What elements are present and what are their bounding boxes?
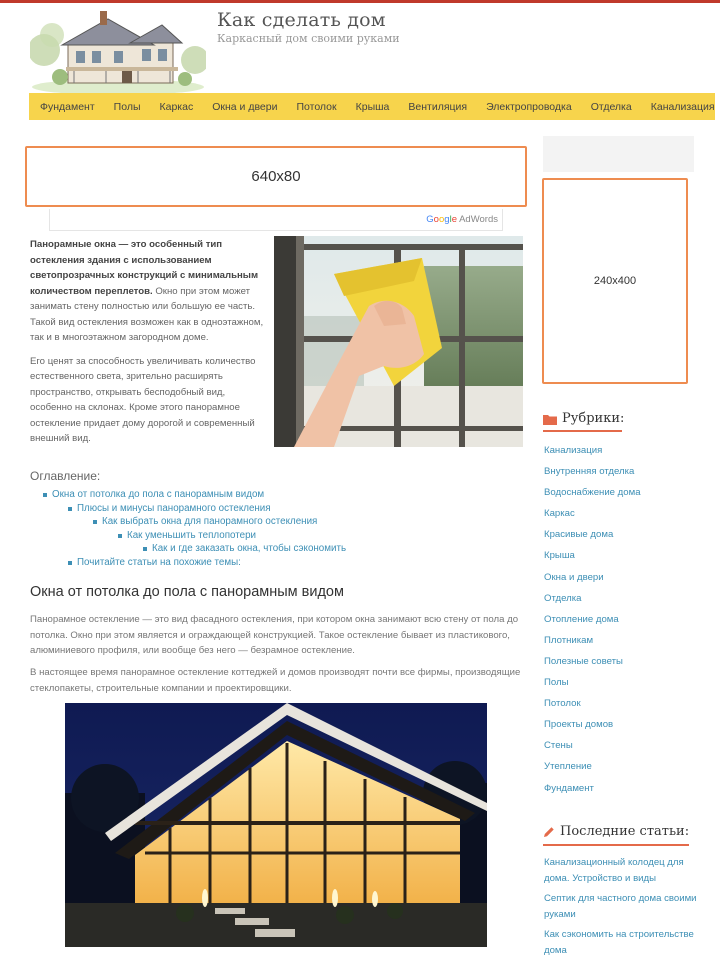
category-link[interactable]: Каркас xyxy=(544,508,575,520)
house-sketch-icon xyxy=(30,5,206,93)
category-link[interactable]: Внутренняя отделка xyxy=(544,466,635,478)
title-underline xyxy=(543,430,622,432)
category-link[interactable]: Крыша xyxy=(544,550,575,562)
ad-banner-side[interactable] xyxy=(542,178,688,384)
intro-bold-text: Панорамные окна — это особенный тип остекления здания с использованием светопрозрачных конструкций с минимальным количеством переплетов. xyxy=(30,239,259,297)
article-paragraph-1: Панорамное остекление — это вид фасадного остекления, при котором окна занимают всю стену от пола до потолка. Окно при этом является и ограждающей конструкцией. Такое остекление бывает из пластикового, алюминиевого профиля, или вообще без него — безрамное остекление. xyxy=(30,614,519,656)
ad-size-label: 240x400 xyxy=(593,275,637,287)
category-link[interactable]: Водоснабжение дома xyxy=(544,487,641,499)
toc-item[interactable]: Как выбрать окна для панорамного остекления xyxy=(102,516,318,527)
nav-item-roof[interactable]: Крыша xyxy=(355,100,390,113)
category-link[interactable]: Отделка xyxy=(544,592,582,604)
folder-icon xyxy=(543,413,557,425)
category-link[interactable]: Полезные советы xyxy=(544,655,623,667)
categories-widget-title xyxy=(543,411,624,426)
recent-post-link[interactable]: Септик для частного дома своими руками xyxy=(544,893,697,920)
panoramic-house-photo xyxy=(65,703,487,947)
category-link[interactable]: Потолок xyxy=(544,698,581,710)
main-navigation xyxy=(29,93,715,120)
site-title[interactable]: Как сделать дом xyxy=(217,9,386,31)
nav-item-ceiling[interactable]: Потолок xyxy=(296,100,337,113)
category-link[interactable]: Плотникам xyxy=(544,634,594,646)
category-link[interactable]: Полы xyxy=(544,677,569,689)
site-description: Каркасный дом своими руками xyxy=(217,32,400,45)
toc-title: Оглавление: xyxy=(30,469,101,483)
article-intro xyxy=(30,237,264,455)
nav-item-finishing[interactable]: Отделка xyxy=(590,100,632,113)
recent-post-link[interactable]: Как сэкономить на строительстве дома xyxy=(544,929,694,956)
category-link[interactable]: Отопление дома xyxy=(544,613,619,625)
category-link[interactable]: Проекты домов xyxy=(544,719,614,731)
nav-item-foundation[interactable]: Фундамент xyxy=(40,100,95,113)
nav-item-wiring[interactable]: Электропроводка xyxy=(486,100,572,113)
nav-item-sewerage[interactable]: Канализация xyxy=(650,100,715,113)
category-link[interactable]: Канализация xyxy=(544,445,603,456)
adwords-bar xyxy=(49,209,503,231)
toc-item[interactable]: Как уменьшить теплопотери xyxy=(127,529,256,541)
intro-rest-text: Окно при этом может занимать стену полностью или большую ее часть. Такой вид остекления возможен как в одноэтажном, так и в многоэтажном загородном доме. xyxy=(30,285,264,343)
title-underline xyxy=(543,844,689,846)
category-link[interactable]: Стены xyxy=(544,740,573,752)
intro-paragraph-1 xyxy=(30,237,264,346)
toc-item[interactable]: Окна от потолка до пола с панорамным видом xyxy=(52,489,265,500)
site-logo[interactable] xyxy=(30,5,206,93)
nav-item-floors[interactable]: Полы xyxy=(113,100,141,113)
recent-posts-widget-title xyxy=(543,824,689,839)
toc-item[interactable]: Почитайте статьи на похожие темы: xyxy=(77,556,241,568)
section-heading: Окна от потолка до пола с панорамным видом xyxy=(30,584,344,600)
category-link[interactable]: Красивые дома xyxy=(544,529,614,541)
adwords-label[interactable]: Google AdWords xyxy=(426,214,498,225)
category-link[interactable]: Фундамент xyxy=(544,782,594,794)
site-header xyxy=(0,3,720,93)
sidebar-placeholder xyxy=(543,136,694,172)
category-link[interactable]: Окна и двери xyxy=(544,571,604,583)
window-cleaning-photo xyxy=(274,236,523,447)
recent-posts-list xyxy=(544,855,709,963)
categories-list xyxy=(544,443,704,802)
article-paragraph-2: В настоящее время панорамное остекление коттеджей и домов производят почти все фирмы, производящие стеклопакеты, строительные компании и проектировщики. xyxy=(30,667,521,694)
recent-post-link[interactable]: Канализационный колодец для дома. Устройство и виды xyxy=(544,857,684,884)
category-link[interactable]: Утепление xyxy=(544,761,592,773)
intro-paragraph-2: Его ценят за способность увеличивать количество естественного света, зрительно расширять пространство, открывать бесподобный вид, особенно на склонах. Кроме этого панорамное остекление придает дому дорогой и современный внешний вид. xyxy=(30,355,256,444)
ad-banner-top[interactable] xyxy=(25,146,527,207)
nav-item-ventilation[interactable]: Вентиляция xyxy=(408,100,468,113)
nav-item-windows-doors[interactable]: Окна и двери xyxy=(212,100,278,113)
toc-item[interactable]: Плюсы и минусы панорамного остекления xyxy=(77,502,271,514)
nav-item-frame[interactable]: Каркас xyxy=(159,100,194,113)
recent-title-text: Последние статьи: xyxy=(560,824,690,839)
pencil-icon xyxy=(543,826,555,838)
categories-title-text: Рубрики: xyxy=(562,411,625,426)
toc-item[interactable]: Как и где заказать окна, чтобы сэкономить xyxy=(152,543,347,554)
ad-size-label: 640x80 xyxy=(251,168,301,185)
